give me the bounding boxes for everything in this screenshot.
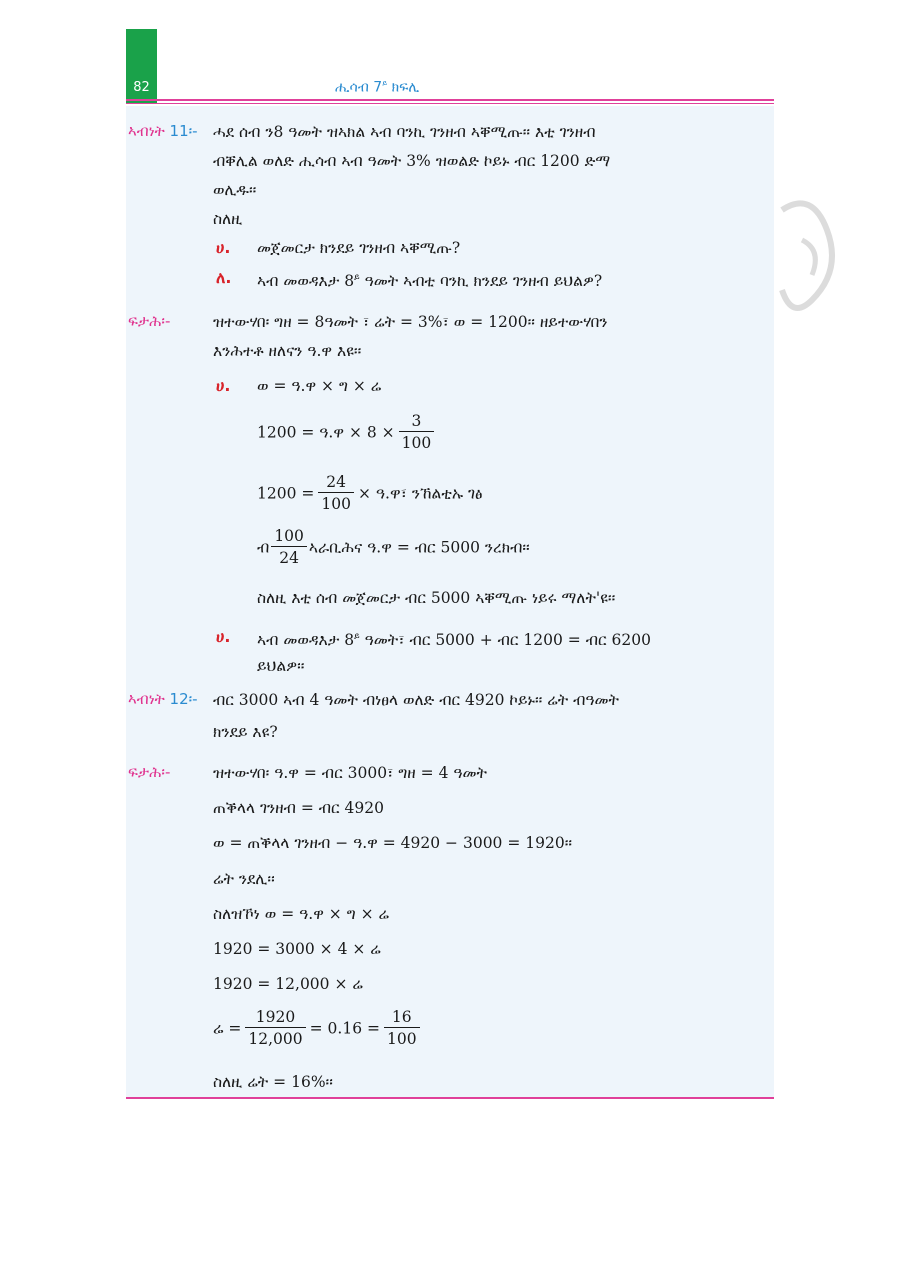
solution-12-line-3: ወ = ጠቕላላ ገንዘብ − ዓ.ዋ = 4920 − 3000 = 1920፡፡: [213, 834, 573, 852]
header-rule: [126, 99, 774, 101]
watermark-graphic: [772, 190, 842, 330]
step-3-fraction: [271, 526, 307, 569]
solution-a-formula: ወ = ዓ.ዋ × ግ × ሬ: [257, 377, 382, 395]
question-b-pre: ኣብ መወዳእታ 8: [257, 272, 355, 291]
question-a: መጀመርታ ክንደይ ገንዘብ ኣቐሚጡ?: [257, 239, 461, 257]
running-title: [335, 79, 419, 96]
step-2-numerator: 24: [318, 472, 354, 493]
solution-12-label: ፍታሕ፡-: [128, 763, 171, 781]
step-1-denominator: 100: [401, 434, 432, 452]
example-12-label: [128, 690, 198, 708]
step-3-left: ብ: [257, 538, 270, 557]
solution-12-line-1: ዝተውሃበ፡ ዓ.ዋ = ብር 3000፣ ግዘ = 4 ዓመት: [213, 764, 487, 782]
step-3-right: ኣራቢሕና ዓ.ዋ = ብር 5000 ንረክብ፡፡: [308, 538, 530, 557]
line-8-left: ሬ =: [213, 1019, 242, 1038]
example-11-line-1: ሓደ ሰብ ን8 ዓመት ዝኣክል ኣብ ባንኪ ገንዘብ ኣቐሚጡ፡፡ እቲ ገንዘብ: [213, 123, 596, 141]
line-8-middle: = 0.16 =: [309, 1019, 380, 1038]
question-b: [257, 268, 602, 291]
solution-12-line-6: 1920 = 3000 × 4 × ሬ: [213, 940, 381, 958]
step-4: ስለዚ እቲ ሰብ መጀመርታ ብር 5000 ኣቐሚጡ ነይሩ ማለት'ዩ፡፡: [257, 589, 616, 607]
page-number: 82: [133, 80, 150, 95]
solution-b-post: ዓመት፣ ብር 5000 + ብር 1200 = ብር 6200: [359, 631, 651, 650]
solution-12-line-7: 1920 = 12,000 × ሬ: [213, 975, 363, 993]
solution-11-line-1: ዝተውሃበ፡ ግዘ = 8ዓመት ፣ ሬት = 3%፣ ወ = 1200፡፡ ዘይተውሃበን: [213, 313, 608, 331]
step-3-denominator: 24: [279, 549, 299, 567]
line-8-denominator-1: 12,000: [248, 1030, 303, 1048]
example-11-number: 11፡-: [164, 122, 198, 140]
solution-b-marker: ሀ.: [216, 627, 231, 646]
example-12-number: 12፡-: [164, 690, 198, 708]
solution-b-line-1: [257, 627, 651, 650]
running-title-rest: ክፍሊ: [387, 79, 420, 96]
running-title-sup: ይ: [382, 79, 388, 88]
example-11-line-2: ብቐሊል ወለድ ሒሳብ ኣብ ዓመት 3% ዝወልድ ኮይኑ ብር 1200 ድማ: [213, 152, 611, 170]
step-1-fraction: [399, 411, 435, 454]
example-11-word: ኣብነት: [128, 122, 165, 140]
footer-rule: [126, 1097, 774, 1099]
solution-b-pre: ኣብ መወዳእታ 8: [257, 631, 355, 650]
step-3-numerator: 100: [271, 526, 307, 547]
solution-11-label: ፍታሕ፡-: [128, 312, 171, 330]
line-8-numerator-1: 1920: [245, 1007, 305, 1028]
solution-12-line-2: ጠቕላላ ገንዘብ = ብር 4920: [213, 799, 384, 817]
solution-12-line-8: [213, 1007, 424, 1050]
solution-11-line-2: እንሕተቶ ዘለናን ዓ.ዋ እዩ፡፡: [213, 342, 362, 360]
step-1-left: 1200 = ዓ.ዋ × 8 ×: [257, 423, 395, 442]
solution-b-line-2: ይህልዎ፡፡: [257, 657, 305, 675]
question-b-sup: ይ: [354, 273, 360, 283]
line-8-denominator-2: 100: [386, 1030, 417, 1048]
step-1-numerator: 3: [399, 411, 435, 432]
example-12-line-1: ብር 3000 ኣብ 4 ዓመት ብነፀላ ወለድ ብር 4920 ኮይኑ፡፡ ሬት ብዓመት: [213, 691, 620, 709]
line-8-fraction-2: [384, 1007, 420, 1050]
solution-12-line-5: ስለዝኾነ ወ = ዓ.ዋ × ግ × ሬ: [213, 905, 389, 923]
step-2: [257, 472, 483, 515]
question-b-marker: ለ.: [216, 268, 232, 287]
solution-12-line-9: ስለዚ ሬት = 16%፡፡: [213, 1073, 333, 1091]
question-a-marker: ሀ.: [216, 238, 231, 257]
example-11-line-4: ስለዚ: [213, 210, 243, 228]
line-8-numerator-2: 16: [384, 1007, 420, 1028]
step-2-denominator: 100: [321, 495, 351, 513]
header-rule-thin: [126, 103, 774, 104]
example-12-word: ኣብነት: [128, 690, 165, 708]
line-8-fraction-1: [245, 1007, 305, 1050]
example-11-line-3: ወሊዱ፡፡: [213, 181, 257, 199]
example-12-line-2: ክንደይ እዩ?: [213, 723, 278, 741]
question-b-post: ዓመት ኣብቲ ባንኪ ክንደይ ገንዘብ ይህልዎ?: [359, 272, 603, 291]
solution-a-marker: ሀ.: [216, 376, 231, 395]
solution-12-line-4: ሬት ንደሊ፡፡: [213, 870, 275, 888]
step-3: [257, 526, 530, 569]
step-1: [257, 411, 438, 454]
step-2-right: × ዓ.ዋ፣ ንኸልቲኡ ገፅ: [357, 484, 483, 503]
running-title-text: ሒሳብ 7: [335, 79, 383, 96]
example-11-label: [128, 122, 198, 140]
solution-b-sup: ይ: [354, 632, 360, 642]
step-2-left: 1200 =: [257, 484, 315, 503]
step-2-fraction: [318, 472, 354, 515]
